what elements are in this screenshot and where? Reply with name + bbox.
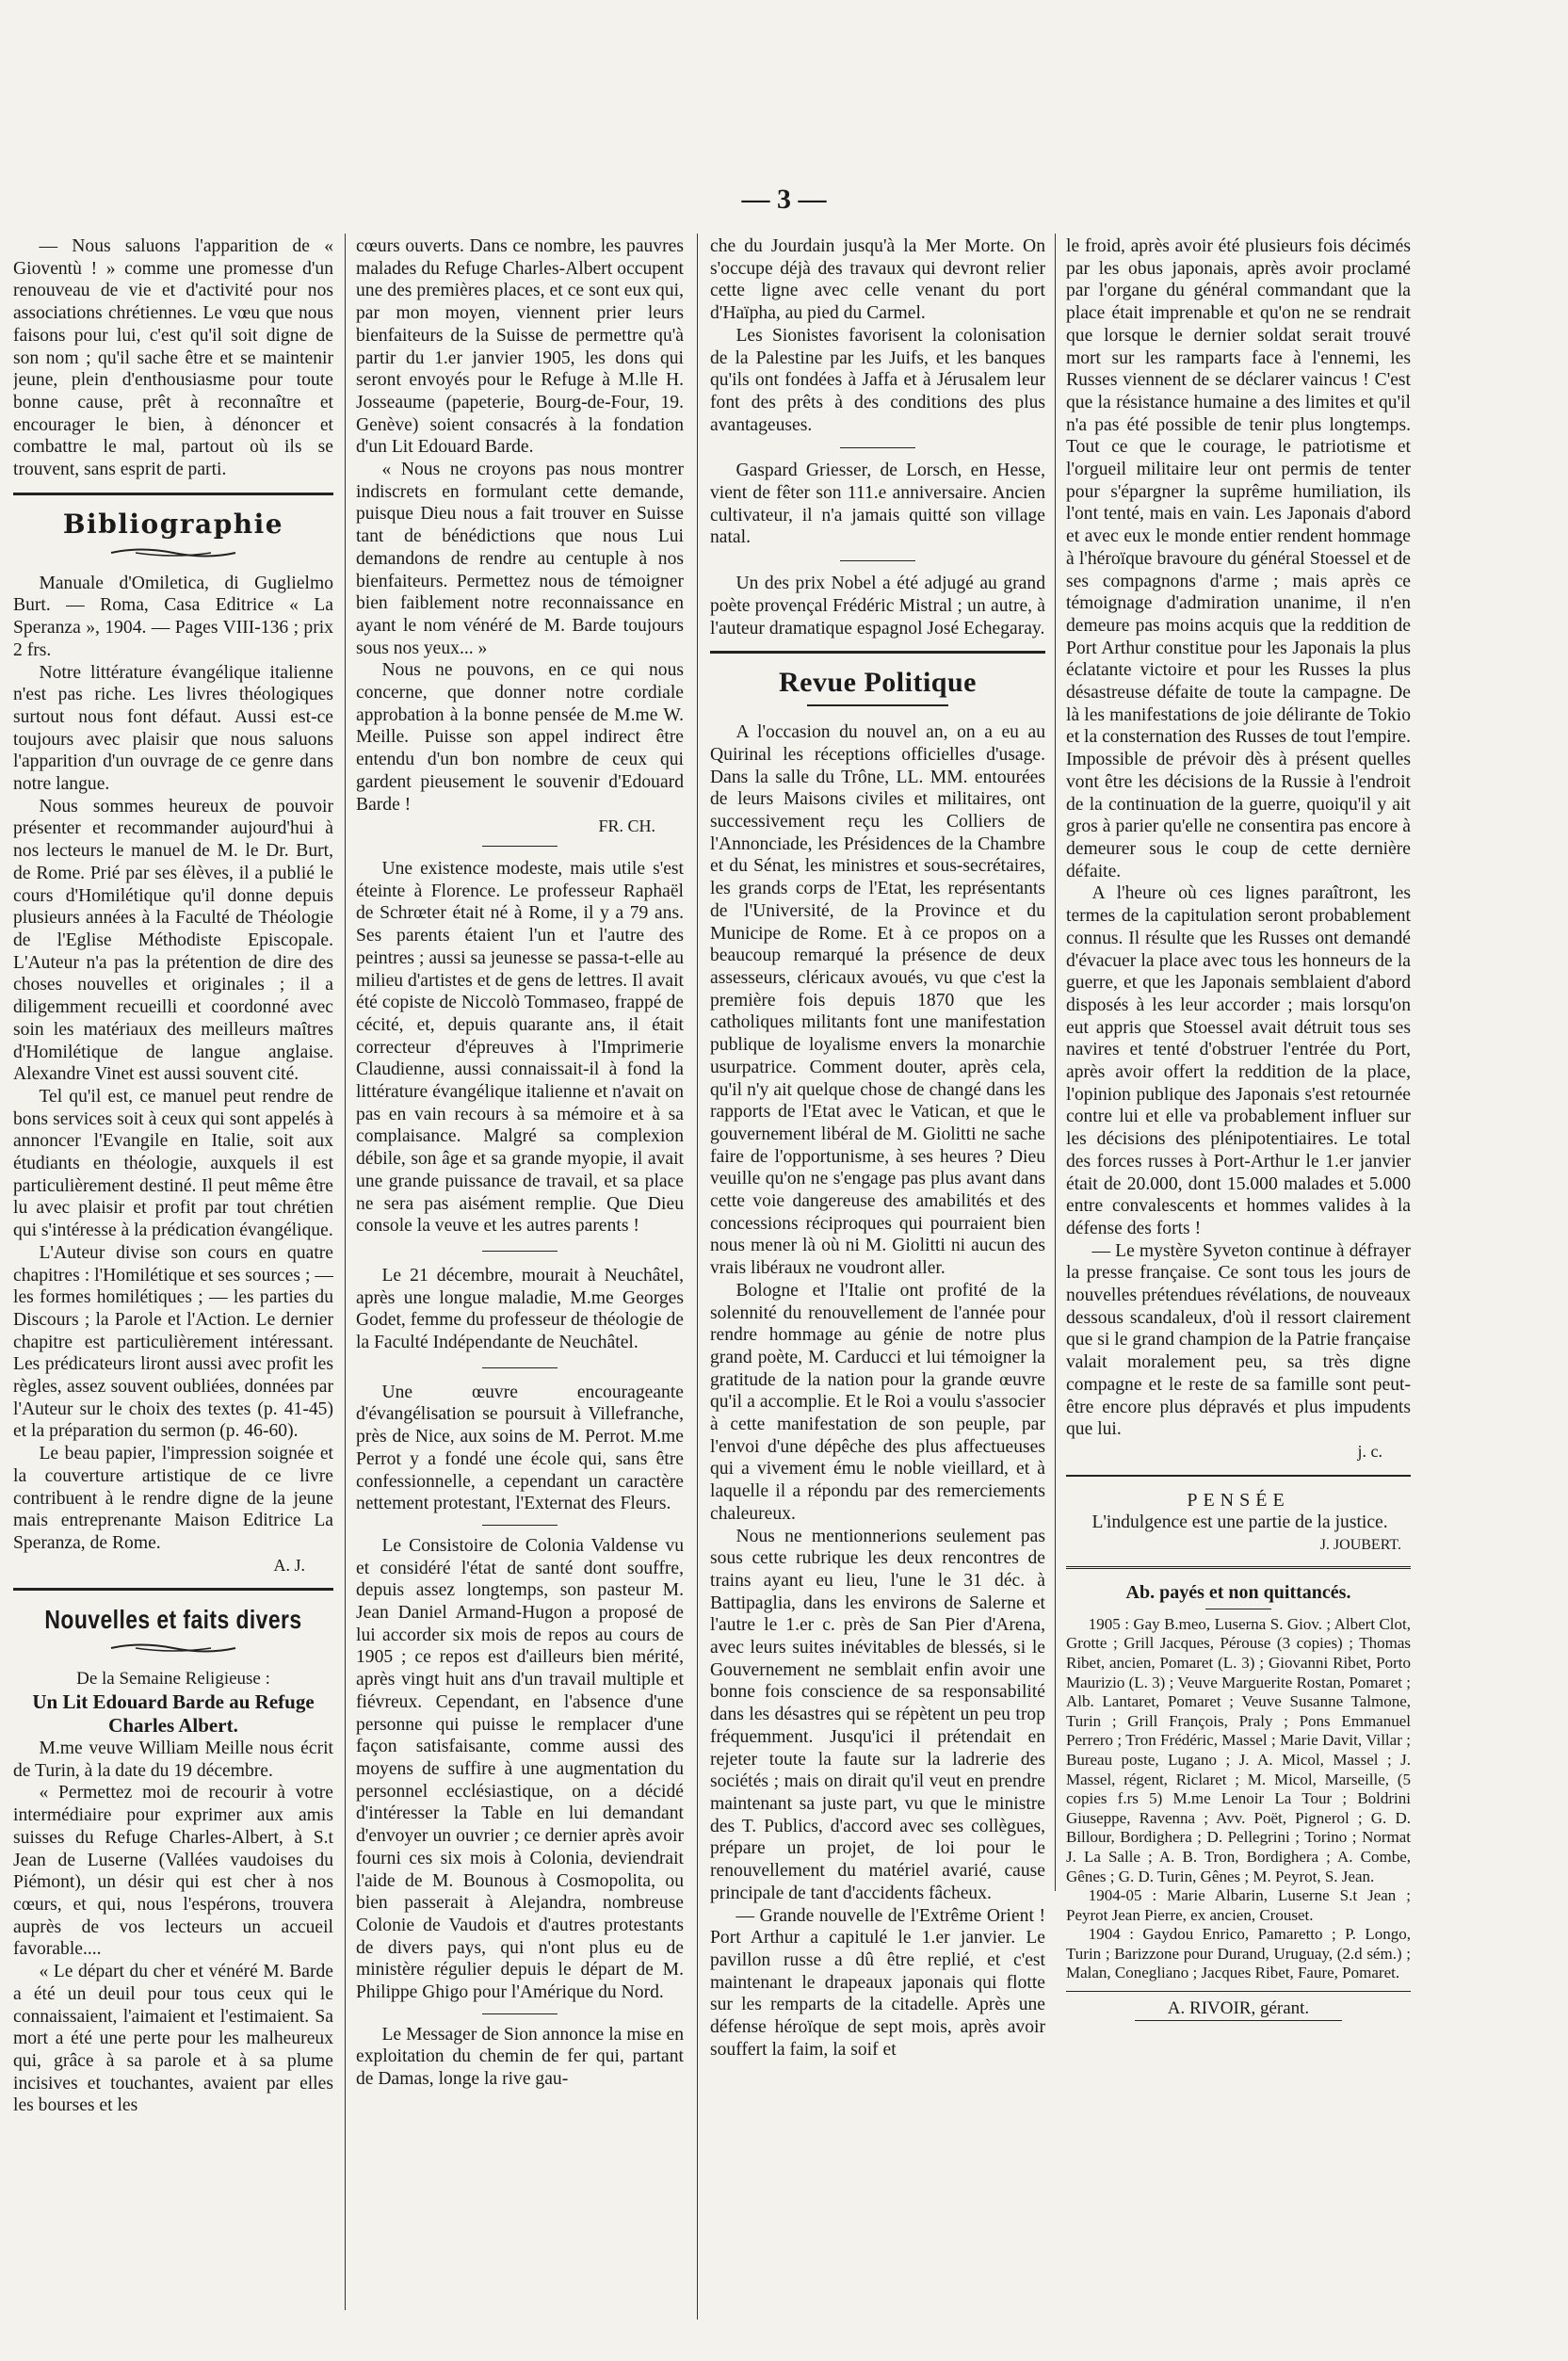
column-divider-1 — [345, 234, 346, 2310]
section-rule — [13, 1588, 333, 1591]
subscriptions-heading: Ab. payés et non quittancés. — [1125, 1581, 1351, 1603]
subscriptions-1904-05: 1904-05 : Marie Albarin, Luserne S.t Jean ; Peyrot Jean Pierre, ex ancien, Crouset. — [1066, 1886, 1411, 1924]
obituary-paragraph: Une existence modeste, mais utile s'est éteinte à Florence. Le professeur Raphaël de Schrœter était né à Rome, il y a 79 ans. Ses parents étaient l'un et l'autre des peintres ; aussi sa jeunesse se passa-t-elle au milieu d'artistes et de gens de lettres. Il avait été copiste de Niccolò Tommaseo, frappé de cécité, et, depuis quarante ans, il était correcteur d'épreuves à l'Imprimerie Claudienne, aussi connaissait-il à fond la littérature évangélique italienne et n'avait on pas en vain recours à sa mémoire et à sa complaisance. Malgré sa complexion débile, son âge et sa grande myopie, il avait une grande puissance de travail, et sa place ne sera pas aisément remplie. Que Dieu console la veuve et les autres parents ! — [356, 858, 684, 1237]
politics-paragraph: A l'occasion du nouvel an, on a eu au Quirinal les réceptions officielles d'usage. Dans la salle du Trône, LL. MM. entourées de leurs Maisons civiles et militaires, ont successivement reçu les Colliers de l'Annonciade, les Présidences de la Chambre et du Sénat, les ministres et sous-secrétaires, les grands corps de l'Etat, les représentants de l'Université, de la Province et du Municipe de Rome. Et à ce propos on a beaucoup remarqué la présence de deux assesseurs, cléricaux avoués, vu que c'est la première fois depuis 1870 que les catholiques militants font une manifestation publique de loyalisme envers la monarchie usurpatrice. Comment douter, après cela, qu'il n'y ait quelque chose de changé dans les rapports de l'Etat avec le Vatican, et que le gouvernement libéral de M. Giolitti ne sache faire de l'opportunisme, à ses heures ? Dieu veuille qu'on ne s'engage pas plus avant dans cette voie dangereuse des amabilités et des concessions réciproques qui pourraient bien nous mener là où ni M. Giolitti ni aucun des vrais libéraux ne voudront aller. — [710, 722, 1045, 1279]
news-paragraph: che du Jourdain jusqu'à la Mer Morte. On s'occupe déjà des travaux qui devront relier cette ligne avec celle venant du port d'Haïpha, au pied du Carmel. — [710, 236, 1045, 324]
news-headline: Un Lit Edouard Barde au Refuge Charles Albert. — [32, 1690, 315, 1738]
politics-paragraph: Bologne et l'Italie ont profité de la solennité du renouvellement de l'année pour rendre hommage au génie de notre plus grand poète, M. Carducci et lui témoigner la gratitude de la nation pour la grande œuvre qu'il a accomplie. Et le Roi a voulu s'associer à cette manifestation de son peuple, par l'envoi d'une dépêche des plus affectueuses qui a vivement ému le noble vieillard, et à laquelle il a répondu par des remerciements chaleureux. — [710, 1280, 1045, 1524]
news-paragraph: « Le départ du cher et vénéré M. Barde a été un deuil pour tous ceux qui le connaissaient, l'aimaient et l'estimaient. Sa mort a été une perte pour les malheureux qui, grâce à sa parole et à sa plume incisives et touchantes, avaient par elles les bourses et les — [13, 1962, 333, 2116]
ornament-swash-icon — [107, 546, 239, 559]
news-paragraph: Un des prix Nobel a été adjugé au grand poète provençal Frédéric Mistral ; un autre, à l'auteur dramatique espagnol José Echegaray. — [710, 574, 1045, 639]
biblio-paragraph: L'Auteur divise son cours en quatre chapitres : l'Homilétique et ses sources ; — les formes homilétiques ; — les parties du Discours ; la Parole et l'Action. Le dernier chapitre est particulièrement intéressant. Les prédicateurs liront aussi avec profit les règles, assez souvent oubliées, données par l'Auteur sur le choix des textes (p. 41-45) et la préparation du sermon (p. 46-60). — [13, 1242, 333, 1442]
news-paragraph: « Nous ne croyons pas nous montrer indiscrets en formulant cette demande, puisque Dieu nous a fait trouver en Suisse tant de bénédictions que nous Lui demandons de rendre au centuple à nos bienfaiteurs. Permettez nous de témoigner bien faiblement notre reconnaissance en ayant le nom vénéré de M. Barde toujours sous nos yeux... » — [356, 460, 684, 658]
news-paragraph: M.me veuve William Meille nous écrit de Turin, à la date du 19 décembre. — [13, 1738, 333, 1781]
short-divider — [482, 1367, 558, 1368]
gioventu-paragraph: — Nous saluons l'apparition de « Gioventù ! » comme une promesse d'un renouveau de vie et d'activité pour nos associations chrétiennes. Le vœu que nous faisons pour lui, c'est qu'il soit digne de son nom ; qu'il sache être et se maintenir jeune, plein d'enthousiasme pour toute bonne cause, prêt à reconnaître et encourager le bien, à dénoncer et combattre le mal, partout où ils se trouvent, sans esprit de parti. — [13, 236, 333, 480]
politics-paragraph: Nous ne mentionnerions seulement pas sous cette rubrique les deux rencontres de trains ayant eu lieu, l'une le 31 déc. à Battipaglia, dans les environs de Salerne et l'autre le 1.er c. près de San Pier d'Arena, avec leurs suites inévitables de blessés, si le Gouvernement ne semblait enfin avoir une bonne fois conscience de sa responsabilité dans les désastres qui se répètent un peu trop fréquemment. Jusqu'ici il prétendait en rejeter toute la faute sur la ladrerie des sociétés ; mais on dirait qu'il veut en prendre maintenant sa juste part, vu que le ministre des T. Publics, d'accord avec ses collègues, prépare un projet, de loi pour le renouvellement du matériel avarié, cause principale de tant d'accidents fâcheux. — [710, 1526, 1045, 1903]
revue-politique-heading: Revue Politique — [779, 667, 977, 699]
biblio-paragraph: Le beau papier, l'impression soignée et la couverture artistique de ce livre contribuent à le rendre digne de la jeune mais entreprenante Maison Editrice La Speranza, de Rome. — [13, 1444, 333, 1553]
biblio-paragraph: Tel qu'il est, ce manuel peut rendre de bons services soit à ceux qui sont appelés à annoncer l'Evangile en Italie, soit aux étudiants en théologie, auxquels il est particulièrement destiné. Il peut même être lu avec plaisir et profit par tout chrétien qui s'intéresse à la prédication évangélique. — [13, 1086, 333, 1241]
short-divider — [482, 2013, 558, 2014]
pensee-heading: PENSÉE — [1187, 1489, 1290, 1511]
news-paragraph: Le Consistoire de Colonia Valdense vu et considéré l'état de santé dont souffre, depuis assez longtemps, son pasteur M. Jean Daniel Armand-Hugon a proposé de lui accorder six mois de repos au cours de 1905 ; ce repos est d'ailleurs bien mérité, après vingt huit ans d'un travail multiple et fiévreux. Cependant, en l'absence d'une personne qui puisse le remplacer d'une façon satisfaisante, comme aussi des moyens de suffire à une augmentation du personnel ecclésiastique, on a décidé d'intéresser la Table en lui demandant d'envoyer un ouvrier ; ce dernier après avoir fourni ces six mois à Colonia, deviendrait l'aide de M. Bounous à Cosmopolita, ou bien passerait à Alejandra, nombreuse Colonie de Vaudois et d'autres protestants de divers pays, qui n'ont plus eu de ministère régulier depuis le départ de M. Philippe Ghigo pour l'Amérique du Nord. — [356, 1535, 684, 2003]
short-divider — [840, 560, 915, 561]
double-rule — [1066, 1566, 1411, 1572]
footer-rule — [1066, 1991, 1411, 1992]
nouvelles-heading: Nouvelles et faits divers — [44, 1605, 302, 1635]
pensee-quote: L'indulgence est une partie de la justice. — [1091, 1512, 1388, 1533]
short-divider — [482, 1251, 558, 1252]
column-2 — [356, 235, 684, 2317]
short-divider — [482, 846, 558, 847]
news-source: De la Semaine Religieuse : — [76, 1669, 270, 1690]
pensee-author: J. JOUBERT. — [1319, 1537, 1401, 1554]
news-paragraph: Une œuvre encourageante d'évangélisation se poursuit à Villefranche, près de Nice, aux soins de M. Perrot. M.me Perrot y a fondé une école qui, sans être confessionnelle, a cependant un caractère nettement protestant, l'Externat des Fleurs. — [356, 1382, 684, 1514]
column-4 — [1066, 235, 1411, 2317]
short-divider — [840, 447, 915, 448]
news-paragraph: cœurs ouverts. Dans ce nombre, les pauvres malades du Refuge Charles-Albert occupent une des premières places, et ce sont eux qui, par mon moyen, viennent prier leurs bienfaiteurs de la Suisse de permettre qu'à partir du 1.er janvier 1905, les dons qui seront envoyés pour le Refuge à M.lle H. Josseaume (papeterie, Bourg-de-Four, 19. Genève) soient consacrés à la fondation d'un Lit Edouard Barde. — [356, 236, 684, 458]
politics-paragraph: le froid, après avoir été plusieurs fois décimés par les obus japonais, après avoir proclamé par l'organe du général commandant que la place était imprenable et qu'on ne se rendrait que lorsque le dernier soldat serait trouvé mort sur les ramparts face à l'ennemi, les Russes viennent de se déclarer vaincus ! C'est que la résistance humaine a des limites et qu'il n'a pas été possible de tenir plus longtemps. Tout ce que le courage, le patriotisme et l'orgueil militaire leur ont permis de tenter pour s'épargner la suprême humiliation, ils l'ont tenté, mais en vain. Les Japonais d'abord et avec eux le monde entier rendent hommage à l'héroïque bravoure du général Stoessel et de ses compagnons d'arme ; mais après ce témoignage d'admiration unanime, il n'en demeure pas moins acquis que la reddition de Port Arthur constitue pour les Japonais la plus éclatante victoire et pour les Russes la plus désastreuse défaite de toute la campagne. De là les manifestations de joie délirante de Tokio et la consternation des Russes de tout l'empire. Impossible de prévoir dès à présent quelles vont être les décisions de la Russie à l'endroit de la continuation de la guerre, quoiqu'il y ait gros à parier qu'elle ne consentira pas encore à demeurer sous le coup de cette dernière défaite. — [1066, 236, 1411, 881]
politics-paragraph: A l'heure où ces lignes paraîtront, les termes de la capitulation seront probablement connus. Il résulte que les Russes ont demandé d'évacuer la place avec tous les honneurs de la guerre, et que les Japonais semblaient d'abord disposés à les leur accorder ; mais lorsqu'on eut appris que Stoessel avait détruit tous ses navires et tenté d'obstruer l'entrée du Port, après avoir offert la reddition de la place, l'opinion publique des Japonais s'est retournée contre lui et elle va probablement influer sur les décisions des plénipotentiaires. Le total des forces russes à Port-Arthur le 1.er janvier était de 20.000, dont 15.000 malades et 5.000 entre convalescents et hommes valides à la défense des forts ! — [1066, 883, 1411, 1238]
column-3 — [710, 235, 1045, 2317]
news-paragraph: Les Sionistes favorisent la colonisation de la Palestine par les Juifs, et les banques qu'ils ont fondées à Jaffa et à Jérusalem leur font des prêts à des conditions des plus avantageuses. — [710, 325, 1045, 435]
politics-paragraph: — Grande nouvelle de l'Extrême Orient ! Port Arthur a capitulé le 1.er janvier. Le pavillon russe a dû être replié, et c'est maintenant le drapeaux japonais qui flotte sur les remparts de la citadelle. Après une défense héroïque de sept mois, après avoir souffert la faim, la soif et — [710, 1905, 1045, 2060]
section-rule — [13, 493, 333, 495]
column-1 — [13, 235, 333, 2317]
article-signature: FR. CH. — [598, 817, 655, 836]
news-paragraph: Gaspard Griesser, de Lorsch, en Hesse, vient de fêter son 111.e anniversaire. Ancien cultivateur, il n'a jamais quitté son village natal. — [710, 461, 1045, 548]
subscriptions-1904: 1904 : Gaydou Enrico, Pamaretto ; P. Longo, Turin ; Barizzone pour Durand, Uruguay, (2.d sém.) ; Malan, Conegliano ; Jacques Ribet, Faure, Pomaret. — [1066, 1925, 1411, 1982]
short-divider — [482, 1525, 558, 1526]
biblio-paragraph: Notre littérature évangélique italienne n'est pas riche. Les livres théologiques surtout nous font défaut. Aussi est-ce toujours avec plaisir que nous saluons l'apparition d'un ouvrage de ce genre dans notre langue. — [13, 662, 333, 795]
gerant-signature: A. RIVOIR, gérant. — [1167, 1998, 1310, 2019]
section-rule — [710, 651, 1045, 654]
news-paragraph: Le Messager de Sion annonce la mise en exploitation du chemin de fer qui, partant de Damas, longe la rive gau- — [356, 2024, 684, 2090]
obituary-paragraph: Le 21 décembre, mourait à Neuchâtel, après une longue maladie, M.me Georges Godet, femme du professeur de théologie de la Faculté Indépendante de Neuchâtel. — [356, 1265, 684, 1353]
section-rule — [1066, 1475, 1411, 1477]
column-divider-2 — [697, 234, 698, 2320]
news-paragraph: « Permettez moi de recourir à votre intermédiaire pour exprimer aux amis suisses du Refuge Charles-Albert, à S.t Jean de Luserne (Vallées vaudoises du Piémont), un désir qui est cher à nos cœurs, et qui, nous l'espérons, trouvera auprès de vos lecteurs un accueil favorable.... — [13, 1783, 333, 1960]
politics-paragraph: — Le mystère Syveton continue à défrayer la presse française. Ce sont tous les jours de nouvelles prétendues révélations, de nouveaux dessous scandaleux, d'où il ressort clairement que si le grand champion de la Patrie française valait moralement peu, sa très digne compagne et le reste de sa famille sont peut-être encore plus dépravés et plus impudents que lui. — [1066, 1240, 1411, 1440]
ornament-swash-icon — [107, 1641, 239, 1655]
column-divider-3 — [1055, 234, 1056, 1891]
news-paragraph: Nous ne pouvons, en ce qui nous concerne, que donner notre cordiale approbation à la bonne pensée de M.me W. Meille. Puisse son appel indirect être entendu d'un bon nombre de ceux qui gardent pieusement le souvenir d'Edouard Barde ! — [356, 660, 684, 815]
bibliographie-heading: Bibliographie — [62, 508, 284, 540]
politics-signature: j. c. — [1357, 1441, 1382, 1461]
biblio-signature: A. J. — [273, 1555, 305, 1575]
page-number: — 3 — — [741, 184, 827, 215]
biblio-paragraph: Nous sommes heureux de pouvoir présenter et recommander aujourd'hui à nos lecteurs le manuel de M. le Dr. Burt, de Rome. Prié par ses élèves, il a publié le cours d'Homilétique qu'il donne depuis plusieurs années à la Faculté de Théologie de l'Eglise Méthodiste Episcopale. L'Auteur n'a pas la prétention de dire des choses nouvelles et originales ; il a diligemment recueilli et coordonné avec soin les matériaux des meilleurs maîtres d'Homilétique de langue anglaise. Alexandre Vinet est aussi souvent cité. — [13, 796, 333, 1085]
subscriptions-1905: 1905 : Gay B.meo, Luserna S. Giov. ; Albert Clot, Grotte ; Grill Jacques, Pérouse (3 copies) ; Thomas Ribet, ancien, Pomaret (L. 3) ; Giovanni Ribet, Porto Maurizio (L. 3) ; Veuve Marguerite Rostan, Pomaret ; Alb. Lantaret, Pomaret ; Veuve Susanne Talmone, Turin ; Grill François, Praly ; Pons Emmanuel Perrero ; Tron Frédéric, Massel ; Marie Davit, Villar ; Bureau poste, Lugano ; J. A. Micol, Massel ; J. Massel, régent, Riclaret ; M. Micol, Marseille, (5 copies f.rs 5) M.me Lenoir La Tour ; Boldrini Giuseppe, Ravenna ; Avv. Poët, Pignerol ; G. D. Billour, Bordighera ; D. Pellegrini ; Torino ; Normat J. La Salle ; A. B. Tron, Bordighera ; A. Combe, Gênes ; G. D. Turin, Gênes ; M. Peyrot, S. Jean. — [1066, 1614, 1411, 1885]
heading-underline — [807, 704, 948, 706]
gerant-underline — [1135, 2020, 1342, 2021]
biblio-book-entry: Manuale d'Omiletica, di Guglielmo Burt. — Roma, Casa Editrice « La Speranza », 1904. — Pages VIII-136 ; prix 2 frs. — [13, 573, 333, 660]
